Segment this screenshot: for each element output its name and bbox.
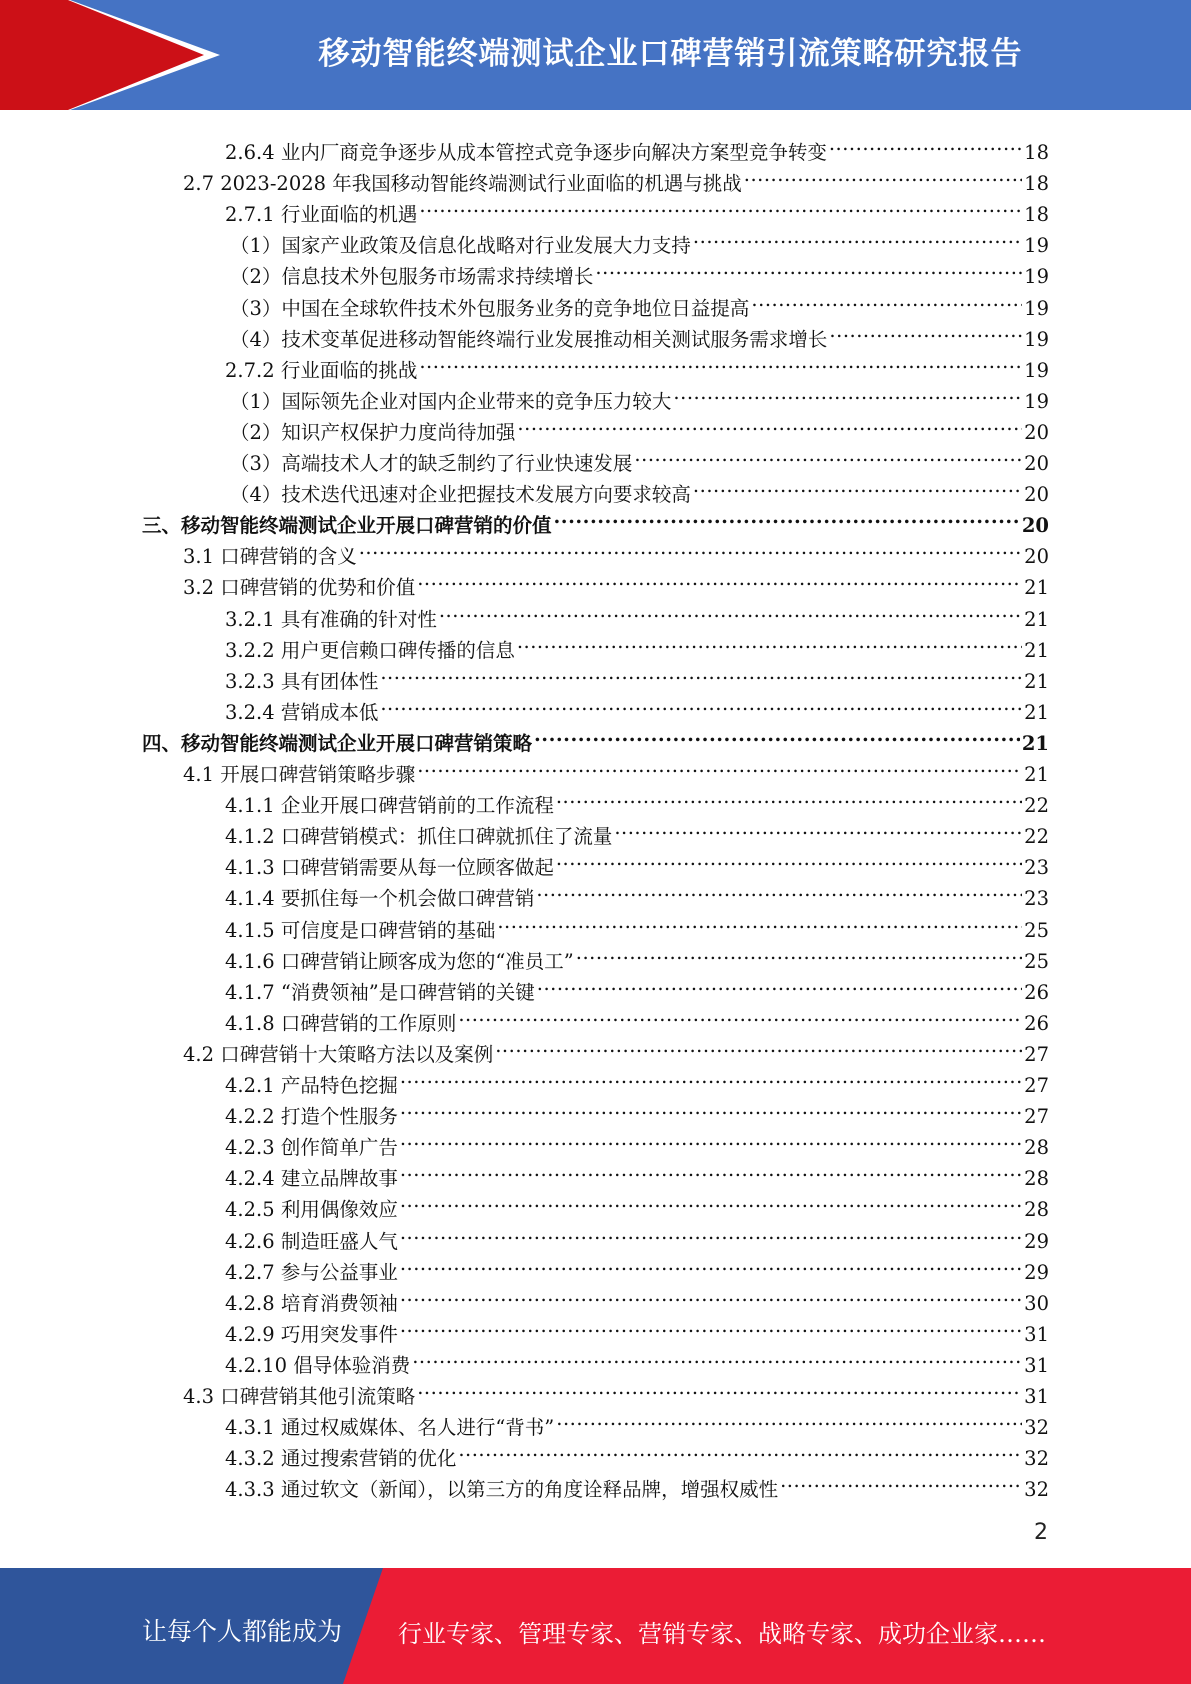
toc-entry-title: 4.2.5 利用偶像效应 xyxy=(225,1198,398,1222)
toc-dot-leader xyxy=(400,1185,1022,1216)
toc-dot-leader xyxy=(556,781,1022,812)
toc-entry-page: 23 xyxy=(1024,887,1049,911)
toc-entry[interactable] xyxy=(230,221,1049,258)
toc-entry-page: 21 xyxy=(1024,576,1049,600)
toc-dot-leader xyxy=(412,1341,1022,1372)
toc-entry-title: 4.2.6 制造旺盛人气 xyxy=(225,1229,398,1253)
toc-entry[interactable] xyxy=(142,719,1049,755)
toc-dot-leader xyxy=(417,750,1022,781)
toc-entry-page: 22 xyxy=(1024,794,1049,818)
toc-entry-title: 4.1.2 口碑营销模式：抓住口碑就抓住了流量 xyxy=(225,825,613,849)
toc-entry[interactable] xyxy=(225,595,1049,631)
toc-dot-leader xyxy=(495,1030,1022,1061)
toc-dot-leader xyxy=(497,906,1022,937)
toc-entry[interactable] xyxy=(225,1185,1049,1222)
toc-entry[interactable] xyxy=(230,315,1049,351)
toc-entry[interactable] xyxy=(225,843,1049,880)
toc-entry[interactable] xyxy=(225,1434,1049,1471)
toc-entry[interactable] xyxy=(225,128,1049,164)
toc-entry[interactable] xyxy=(225,874,1049,911)
footer-slogan-left: 让每个人都能成为 xyxy=(142,1617,343,1646)
toc-entry-page: 21 xyxy=(1024,700,1049,724)
toc-entry-title: 4.2.8 培育消费领袖 xyxy=(225,1291,398,1315)
toc-entry-page: 28 xyxy=(1024,1136,1049,1160)
toc-entry[interactable] xyxy=(225,688,1049,724)
toc-entry-page: 19 xyxy=(1024,265,1049,289)
toc-entry-title: 4.3.1 通过权威媒体、名人进行“背书” xyxy=(225,1416,555,1440)
toc-entry[interactable] xyxy=(183,1372,1049,1408)
toc-entry-page: 32 xyxy=(1024,1416,1049,1440)
toc-entry-title: 三、移动智能终端测试企业开展口碑营销的价值 xyxy=(142,514,552,538)
toc-entry[interactable] xyxy=(230,439,1049,475)
toc-entry-title: 2.7.1 行业面临的机遇 xyxy=(225,203,418,227)
toc-entry-page: 27 xyxy=(1024,1105,1049,1129)
toc-dot-leader xyxy=(751,284,1022,315)
toc-entry-title: （4）技术变革促进移动智能终端行业发展推动相关测试服务需求增长 xyxy=(230,327,828,351)
toc-dot-leader xyxy=(517,626,1022,657)
toc-entry-title: 4.2 口碑营销十大策略方法以及案例 xyxy=(183,1042,494,1066)
toc-entry-title: （1）国家产业政策及信息化战略对行业发展大力支持 xyxy=(230,234,691,258)
toc-dot-leader xyxy=(458,999,1022,1030)
toc-dot-leader xyxy=(419,346,1022,377)
toc-dot-leader xyxy=(693,470,1022,501)
toc-entry-page: 18 xyxy=(1024,172,1049,196)
toc-entry[interactable] xyxy=(225,1154,1049,1191)
toc-entry-title: 四、移动智能终端测试企业开展口碑营销策略 xyxy=(142,731,533,755)
toc-entry[interactable] xyxy=(230,377,1049,413)
toc-entry-page: 27 xyxy=(1024,1042,1049,1066)
toc-dot-leader xyxy=(400,1123,1022,1154)
toc-entry[interactable] xyxy=(183,750,1049,786)
page-header xyxy=(0,0,1191,110)
toc-entry-title: 4.1.1 企业开展口碑营销前的工作流程 xyxy=(225,794,554,818)
toc-dot-leader xyxy=(380,657,1022,688)
toc-entry[interactable] xyxy=(230,252,1049,289)
toc-entry-page: 19 xyxy=(1024,234,1049,258)
toc-dot-leader xyxy=(693,221,1022,252)
toc-entry[interactable] xyxy=(225,937,1049,973)
toc-entry[interactable] xyxy=(142,501,1049,538)
toc-entry-title: 3.2.4 营销成本低 xyxy=(225,700,379,724)
toc-entry[interactable] xyxy=(225,626,1049,662)
toc-dot-leader xyxy=(359,532,1022,563)
toc-dot-leader xyxy=(576,937,1022,968)
toc-entry-page: 21 xyxy=(1024,669,1049,693)
toc-dot-leader xyxy=(380,688,1022,719)
toc-entry-title: （2）知识产权保护力度尚待加强 xyxy=(230,420,516,444)
toc-entry-title: 4.3.3 通过软文（新闻），以第三方的角度诠释品牌，增强权威性 xyxy=(225,1478,779,1502)
toc-entry-page: 21 xyxy=(1021,731,1049,755)
toc-entry-page: 21 xyxy=(1024,607,1049,631)
toc-dot-leader xyxy=(673,377,1022,408)
toc-entry-page: 18 xyxy=(1024,203,1049,227)
toc-entry-title: 4.1.4 要抓住每一个机会做口碑营销 xyxy=(225,887,535,911)
toc-entry-page: 31 xyxy=(1024,1385,1049,1408)
toc-entry-page: 20 xyxy=(1024,483,1049,507)
toc-entry-title: （2）信息技术外包服务市场需求持续增长 xyxy=(230,265,594,289)
toc-entry-page: 22 xyxy=(1024,825,1049,849)
toc-entry-page: 18 xyxy=(1024,141,1049,164)
toc-entry-title: 4.2.9 巧用突发事件 xyxy=(225,1322,398,1346)
toc-entry-title: 2.7.2 行业面临的挑战 xyxy=(225,358,418,382)
toc-entry[interactable] xyxy=(183,159,1049,196)
toc-entry-page: 20 xyxy=(1021,514,1049,538)
toc-entry-page: 26 xyxy=(1024,1011,1049,1035)
toc-entry-page: 20 xyxy=(1024,420,1049,444)
toc-entry-title: 4.2.2 打造个性服务 xyxy=(225,1105,398,1129)
toc-dot-leader xyxy=(517,408,1022,439)
toc-dot-leader xyxy=(634,439,1022,470)
toc-entry[interactable] xyxy=(225,1403,1049,1440)
toc-entry-page: 20 xyxy=(1024,452,1049,475)
toc-entry-title: 4.2.10 倡导体验消费 xyxy=(225,1353,411,1377)
toc-entry-page: 25 xyxy=(1024,918,1049,942)
toc-dot-leader xyxy=(400,1217,1022,1248)
toc-entry-page: 31 xyxy=(1024,1322,1049,1346)
toc-entry-title: 4.2.3 创作简单广告 xyxy=(225,1136,398,1160)
toc-entry[interactable] xyxy=(225,1310,1049,1346)
toc-dot-leader xyxy=(419,190,1022,221)
toc-dot-leader xyxy=(829,128,1022,159)
toc-entry[interactable] xyxy=(225,1279,1049,1315)
toc-entry[interactable] xyxy=(225,968,1049,1004)
toc-dot-leader xyxy=(400,1092,1022,1123)
toc-entry-title: 4.2.1 产品特色挖掘 xyxy=(225,1074,398,1097)
toc-entry-title: 4.1.5 可信度是口碑营销的基础 xyxy=(225,918,496,942)
toc-dot-leader xyxy=(439,595,1022,626)
toc-entry-page: 30 xyxy=(1024,1291,1049,1315)
toc-dot-leader xyxy=(400,1061,1022,1092)
toc-entry[interactable] xyxy=(230,284,1049,320)
toc-entry-page: 19 xyxy=(1024,296,1049,320)
toc-entry-page: 26 xyxy=(1024,980,1049,1004)
toc-dot-leader xyxy=(534,719,1020,750)
toc-entry-title: （3）高端技术人才的缺乏制约了行业快速发展 xyxy=(230,452,633,475)
toc-dot-leader xyxy=(554,501,1020,532)
toc-entry-title: 4.1.8 口碑营销的工作原则 xyxy=(225,1011,457,1035)
toc-entry-page: 28 xyxy=(1024,1198,1049,1222)
toc-dot-leader xyxy=(556,843,1022,874)
toc-entry-page: 29 xyxy=(1024,1229,1049,1253)
toc-entry-page: 23 xyxy=(1024,856,1049,880)
toc-entry-title: 4.3 口碑营销其他引流策略 xyxy=(183,1385,416,1408)
toc-dot-leader xyxy=(400,1279,1022,1310)
toc-entry[interactable] xyxy=(225,1248,1049,1284)
toc-dot-leader xyxy=(400,1310,1022,1341)
header-chevron-red xyxy=(0,0,68,110)
toc-entry-title: 3.2 口碑营销的优势和价值 xyxy=(183,576,416,600)
page-footer xyxy=(0,1568,1191,1684)
toc-entry-page: 21 xyxy=(1024,763,1049,786)
toc-entry[interactable] xyxy=(225,1123,1049,1160)
toc-entry[interactable] xyxy=(225,190,1049,227)
toc-entry-title: 3.1 口碑营销的含义 xyxy=(183,545,357,569)
toc-entry-title: 4.1 开展口碑营销策略步骤 xyxy=(183,763,416,786)
toc-entry-title: 4.2.7 参与公益事业 xyxy=(225,1260,398,1284)
toc-entry-page: 32 xyxy=(1024,1447,1049,1471)
toc-entry-title: （4）技术迭代迅速对企业把握技术发展方向要求较高 xyxy=(230,483,691,507)
toc-dot-leader xyxy=(744,159,1022,190)
toc-entry[interactable] xyxy=(230,470,1049,507)
toc-entry[interactable] xyxy=(183,563,1049,600)
toc-entry[interactable] xyxy=(225,781,1049,818)
toc-entry-title: 3.2.2 用户更信赖口碑传播的信息 xyxy=(225,638,515,662)
toc-dot-leader xyxy=(400,1154,1022,1185)
toc-entry-page: 19 xyxy=(1024,327,1049,351)
toc-entry-page: 25 xyxy=(1024,949,1049,973)
toc-entry[interactable] xyxy=(225,657,1049,693)
toc-entry-title: 4.3.2 通过搜索营销的优化 xyxy=(225,1447,457,1471)
toc-entry[interactable] xyxy=(183,532,1049,569)
toc-dot-leader xyxy=(458,1434,1022,1465)
toc-entry-page: 32 xyxy=(1024,1478,1049,1502)
toc-entry-title: 4.2.4 建立品牌故事 xyxy=(225,1167,398,1191)
toc-entry[interactable] xyxy=(225,346,1049,382)
toc-entry[interactable] xyxy=(225,1092,1049,1129)
toc-dot-leader xyxy=(614,812,1022,843)
toc-entry-title: （3）中国在全球软件技术外包服务业务的竞争地位日益提高 xyxy=(230,296,750,320)
toc-dot-leader xyxy=(829,315,1022,346)
toc-dot-leader xyxy=(556,1403,1022,1434)
footer-slogan-right: 行业专家、管理专家、营销专家、战略专家、成功企业家…… xyxy=(398,1620,1046,1648)
toc-entry-title: （1）国际领先企业对国内企业带来的竞争压力较大 xyxy=(230,389,672,413)
toc-entry[interactable] xyxy=(225,1217,1049,1253)
toc-dot-leader xyxy=(780,1465,1022,1496)
page-number: 2 xyxy=(1034,1520,1048,1545)
toc-entry[interactable] xyxy=(225,1465,1049,1502)
toc-entry-page: 31 xyxy=(1024,1353,1049,1377)
toc-entry-page: 19 xyxy=(1024,389,1049,413)
toc-entry-title: 3.2.3 具有团体性 xyxy=(225,669,379,693)
toc-entry[interactable] xyxy=(225,812,1049,849)
toc-entry-page: 19 xyxy=(1024,358,1049,382)
toc-entry[interactable] xyxy=(183,1030,1049,1066)
toc-entry[interactable] xyxy=(225,999,1049,1035)
toc-entry[interactable] xyxy=(225,1341,1049,1377)
toc-entry-title: 4.1.3 口碑营销需要从每一位顾客做起 xyxy=(225,856,554,880)
toc-dot-leader xyxy=(417,563,1022,594)
toc-dot-leader xyxy=(417,1372,1022,1403)
toc-entry[interactable] xyxy=(225,1061,1049,1097)
toc-entry-page: 27 xyxy=(1024,1074,1049,1097)
toc-entry-page: 29 xyxy=(1024,1260,1049,1284)
report-title: 移动智能终端测试企业口碑营销引流策略研究报告 xyxy=(318,36,1023,72)
toc-entry-title: 4.1.7 “消费领袖”是口碑营销的关键 xyxy=(225,980,535,1004)
toc-entry-page: 20 xyxy=(1024,545,1049,569)
toc-entry[interactable] xyxy=(225,906,1049,942)
toc-entry-page: 28 xyxy=(1024,1167,1049,1191)
toc-entry-title: 2.6.4 业内厂商竞争逐步从成本管控式竞争逐步向解决方案型竞争转变 xyxy=(225,141,827,164)
toc-entry-page: 21 xyxy=(1024,638,1049,662)
toc-dot-leader xyxy=(536,874,1022,905)
toc-entry-title: 4.1.6 口碑营销让顾客成为您的“准员工” xyxy=(225,949,574,973)
toc-dot-leader xyxy=(595,252,1022,283)
toc-entry-title: 3.2.1 具有准确的针对性 xyxy=(225,607,437,631)
toc-entry-title: 2.7 2023-2028 年我国移动智能终端测试行业面临的机遇与挑战 xyxy=(183,172,742,196)
toc-entry[interactable] xyxy=(230,408,1049,444)
toc-dot-leader xyxy=(537,968,1022,999)
toc-dot-leader xyxy=(400,1248,1022,1279)
